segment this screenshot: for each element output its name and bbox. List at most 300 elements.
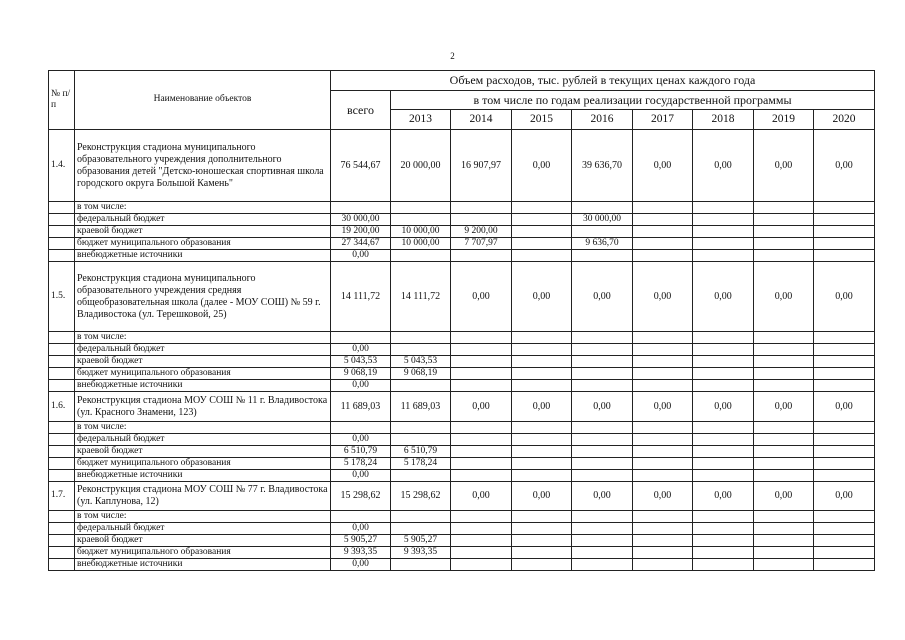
- empty-year-cell: [572, 332, 633, 344]
- header-total: всего: [331, 91, 391, 130]
- empty-year-cell: [814, 356, 875, 368]
- empty-year-cell: [572, 434, 633, 446]
- empty-year-cell: [512, 238, 572, 250]
- header-year: 2020: [814, 110, 875, 130]
- empty-year-cell: [754, 547, 814, 559]
- header-year: 2015: [512, 110, 572, 130]
- empty-year-cell: [754, 535, 814, 547]
- header-by-years: в том числе по годам реализации государственной программы: [391, 91, 875, 110]
- empty-num-cell: [49, 458, 75, 470]
- funding-total: 19 200,00: [331, 226, 391, 238]
- section-year-value: 0,00: [693, 482, 754, 511]
- empty-year-cell: [451, 559, 512, 571]
- empty-year-cell: [633, 332, 693, 344]
- empty-year-cell: [572, 547, 633, 559]
- empty-year-cell: [512, 523, 572, 535]
- empty-year-cell: [633, 422, 693, 434]
- section-year-value: 0,00: [754, 392, 814, 422]
- empty-year-cell: [693, 523, 754, 535]
- funding-label: бюджет муниципального образования: [75, 547, 331, 559]
- empty-year-cell: [633, 523, 693, 535]
- section-year-value: 0,00: [451, 262, 512, 332]
- empty-year-cell: [693, 547, 754, 559]
- funding-label: в том числе:: [75, 202, 331, 214]
- empty-year-cell: [512, 470, 572, 482]
- funding-total: [331, 332, 391, 344]
- empty-num-cell: [49, 238, 75, 250]
- funding-year-value: 9 068,19: [391, 368, 451, 380]
- section-year-value: 0,00: [633, 482, 693, 511]
- page-number: 2: [450, 51, 455, 61]
- empty-year-cell: [512, 446, 572, 458]
- section-year-value: 0,00: [633, 130, 693, 202]
- empty-year-cell: [814, 523, 875, 535]
- funding-year-value: 6 510,79: [391, 446, 451, 458]
- empty-year-cell: [693, 446, 754, 458]
- section-year-value: 15 298,62: [391, 482, 451, 511]
- section-year-value: 0,00: [512, 262, 572, 332]
- empty-year-cell: [814, 332, 875, 344]
- funding-row: [49, 422, 875, 434]
- empty-num-cell: [49, 202, 75, 214]
- empty-num-cell: [49, 446, 75, 458]
- empty-num-cell: [49, 422, 75, 434]
- funding-label: федеральный бюджет: [75, 523, 331, 535]
- empty-year-cell: [451, 470, 512, 482]
- funding-year-value: [572, 226, 633, 238]
- section-year-value: 0,00: [814, 130, 875, 202]
- funding-year-value: 5 905,27: [391, 535, 451, 547]
- empty-year-cell: [814, 250, 875, 262]
- empty-year-cell: [693, 238, 754, 250]
- empty-year-cell: [633, 202, 693, 214]
- funding-label: внебюджетные источники: [75, 250, 331, 262]
- funding-row: [49, 547, 875, 559]
- section-year-value: 0,00: [512, 392, 572, 422]
- funding-label: в том числе:: [75, 422, 331, 434]
- header-year: 2019: [754, 110, 814, 130]
- empty-year-cell: [633, 238, 693, 250]
- empty-year-cell: [754, 422, 814, 434]
- empty-year-cell: [754, 214, 814, 226]
- empty-year-cell: [633, 458, 693, 470]
- header-year: 2014: [451, 110, 512, 130]
- empty-year-cell: [512, 547, 572, 559]
- empty-year-cell: [512, 356, 572, 368]
- empty-year-cell: [512, 226, 572, 238]
- empty-year-cell: [814, 511, 875, 523]
- funding-year-value: [451, 202, 512, 214]
- empty-year-cell: [512, 250, 572, 262]
- empty-year-cell: [512, 535, 572, 547]
- empty-year-cell: [754, 511, 814, 523]
- section-name: Реконструкция стадиона муниципального образовательного учреждения дополнительного образования детей "Детско-юношеская спортивная школа городского округа Большой Камень": [75, 130, 331, 202]
- empty-year-cell: [814, 344, 875, 356]
- funding-year-value: [391, 434, 451, 446]
- empty-year-cell: [754, 458, 814, 470]
- empty-num-cell: [49, 214, 75, 226]
- empty-year-cell: [754, 202, 814, 214]
- empty-year-cell: [754, 250, 814, 262]
- empty-year-cell: [572, 535, 633, 547]
- funding-year-value: 10 000,00: [391, 226, 451, 238]
- empty-year-cell: [451, 523, 512, 535]
- section-year-value: 16 907,97: [451, 130, 512, 202]
- empty-num-cell: [49, 226, 75, 238]
- empty-num-cell: [49, 250, 75, 262]
- empty-year-cell: [814, 559, 875, 571]
- funding-year-value: [572, 202, 633, 214]
- empty-year-cell: [693, 332, 754, 344]
- empty-year-cell: [693, 559, 754, 571]
- funding-total: 5 905,27: [331, 535, 391, 547]
- funding-label: федеральный бюджет: [75, 214, 331, 226]
- funding-label: внебюджетные источники: [75, 380, 331, 392]
- funding-total: 30 000,00: [331, 214, 391, 226]
- section-year-value: 0,00: [572, 392, 633, 422]
- funding-year-value: 7 707,97: [451, 238, 512, 250]
- empty-year-cell: [633, 250, 693, 262]
- empty-year-cell: [693, 511, 754, 523]
- funding-total: 0,00: [331, 250, 391, 262]
- empty-year-cell: [814, 214, 875, 226]
- empty-year-cell: [754, 332, 814, 344]
- funding-year-value: [572, 250, 633, 262]
- empty-year-cell: [572, 422, 633, 434]
- empty-year-cell: [633, 368, 693, 380]
- header-name: Наименование объектов: [75, 71, 331, 130]
- funding-year-value: [391, 344, 451, 356]
- funding-year-value: [391, 422, 451, 434]
- section-year-value: 0,00: [633, 392, 693, 422]
- empty-year-cell: [693, 368, 754, 380]
- empty-year-cell: [754, 368, 814, 380]
- funding-label: в том числе:: [75, 511, 331, 523]
- funding-row: [49, 535, 875, 547]
- section-total: 76 544,67: [331, 130, 391, 202]
- empty-num-cell: [49, 368, 75, 380]
- empty-year-cell: [754, 344, 814, 356]
- empty-year-cell: [754, 559, 814, 571]
- empty-year-cell: [754, 380, 814, 392]
- section-total: 14 111,72: [331, 262, 391, 332]
- section-row: [49, 482, 875, 511]
- funding-total: 0,00: [331, 470, 391, 482]
- funding-label: федеральный бюджет: [75, 434, 331, 446]
- empty-year-cell: [512, 344, 572, 356]
- empty-year-cell: [633, 446, 693, 458]
- funding-row: [49, 470, 875, 482]
- empty-year-cell: [451, 547, 512, 559]
- empty-year-cell: [754, 446, 814, 458]
- section-year-value: 0,00: [693, 130, 754, 202]
- empty-num-cell: [49, 344, 75, 356]
- funding-total: 5 043,53: [331, 356, 391, 368]
- funding-year-value: 5 043,53: [391, 356, 451, 368]
- empty-year-cell: [512, 458, 572, 470]
- section-number: 1.7.: [49, 482, 75, 511]
- section-year-value: 0,00: [451, 482, 512, 511]
- empty-year-cell: [512, 434, 572, 446]
- empty-year-cell: [512, 368, 572, 380]
- funding-label: краевой бюджет: [75, 446, 331, 458]
- header-year: 2018: [693, 110, 754, 130]
- empty-year-cell: [633, 380, 693, 392]
- section-year-value: 39 636,70: [572, 130, 633, 202]
- empty-year-cell: [633, 535, 693, 547]
- empty-year-cell: [451, 446, 512, 458]
- funding-row: [49, 380, 875, 392]
- empty-year-cell: [693, 226, 754, 238]
- empty-num-cell: [49, 434, 75, 446]
- funding-year-value: [391, 380, 451, 392]
- empty-year-cell: [633, 434, 693, 446]
- empty-year-cell: [693, 458, 754, 470]
- funding-year-value: 10 000,00: [391, 238, 451, 250]
- funding-year-value: 5 178,24: [391, 458, 451, 470]
- empty-year-cell: [572, 380, 633, 392]
- funding-total: 27 344,67: [331, 238, 391, 250]
- empty-year-cell: [633, 547, 693, 559]
- empty-year-cell: [451, 344, 512, 356]
- funding-year-value: [391, 559, 451, 571]
- section-year-value: 11 689,03: [391, 392, 451, 422]
- empty-year-cell: [814, 446, 875, 458]
- empty-year-cell: [754, 238, 814, 250]
- empty-year-cell: [814, 434, 875, 446]
- funding-total: [331, 422, 391, 434]
- empty-year-cell: [693, 214, 754, 226]
- funding-label: бюджет муниципального образования: [75, 458, 331, 470]
- section-number: 1.5.: [49, 262, 75, 332]
- funding-row: [49, 434, 875, 446]
- section-year-value: 0,00: [754, 130, 814, 202]
- funding-year-value: [391, 250, 451, 262]
- empty-year-cell: [633, 214, 693, 226]
- empty-year-cell: [512, 202, 572, 214]
- empty-year-cell: [693, 422, 754, 434]
- empty-year-cell: [814, 238, 875, 250]
- funding-year-value: [391, 202, 451, 214]
- funding-year-value: 9 200,00: [451, 226, 512, 238]
- empty-year-cell: [633, 226, 693, 238]
- funding-label: бюджет муниципального образования: [75, 368, 331, 380]
- funding-row: [49, 202, 875, 214]
- section-name: Реконструкция стадиона МОУ СОШ № 77 г. Владивостока (ул. Каплунова, 12): [75, 482, 331, 511]
- funding-row: [49, 226, 875, 238]
- empty-year-cell: [633, 356, 693, 368]
- funding-year-value: [391, 214, 451, 226]
- empty-year-cell: [693, 434, 754, 446]
- empty-num-cell: [49, 511, 75, 523]
- empty-year-cell: [693, 535, 754, 547]
- empty-year-cell: [754, 356, 814, 368]
- funding-row: [49, 356, 875, 368]
- funding-label: внебюджетные источники: [75, 470, 331, 482]
- section-year-value: 0,00: [512, 130, 572, 202]
- empty-year-cell: [451, 356, 512, 368]
- empty-num-cell: [49, 380, 75, 392]
- empty-year-cell: [754, 434, 814, 446]
- section-year-value: 0,00: [693, 392, 754, 422]
- funding-label: краевой бюджет: [75, 356, 331, 368]
- funding-total: 0,00: [331, 559, 391, 571]
- empty-year-cell: [451, 368, 512, 380]
- empty-year-cell: [814, 547, 875, 559]
- empty-year-cell: [814, 535, 875, 547]
- section-total: 15 298,62: [331, 482, 391, 511]
- funding-row: [49, 523, 875, 535]
- section-year-value: 0,00: [814, 392, 875, 422]
- funding-label: краевой бюджет: [75, 226, 331, 238]
- empty-year-cell: [693, 470, 754, 482]
- funding-label: бюджет муниципального образования: [75, 238, 331, 250]
- funding-row: [49, 511, 875, 523]
- empty-year-cell: [693, 380, 754, 392]
- empty-year-cell: [572, 368, 633, 380]
- empty-year-cell: [512, 559, 572, 571]
- section-year-value: 0,00: [754, 482, 814, 511]
- section-row: [49, 130, 875, 202]
- empty-year-cell: [572, 344, 633, 356]
- funding-total: [331, 202, 391, 214]
- empty-year-cell: [572, 523, 633, 535]
- empty-year-cell: [572, 458, 633, 470]
- funding-row: [49, 446, 875, 458]
- empty-year-cell: [633, 470, 693, 482]
- section-year-value: 0,00: [633, 262, 693, 332]
- empty-year-cell: [512, 422, 572, 434]
- funding-row: [49, 332, 875, 344]
- section-year-value: 0,00: [572, 482, 633, 511]
- empty-num-cell: [49, 356, 75, 368]
- funding-year-value: [451, 214, 512, 226]
- empty-year-cell: [814, 458, 875, 470]
- empty-year-cell: [754, 226, 814, 238]
- empty-year-cell: [451, 422, 512, 434]
- funding-year-value: 9 393,35: [391, 547, 451, 559]
- funding-total: [331, 511, 391, 523]
- empty-year-cell: [693, 356, 754, 368]
- funding-label: краевой бюджет: [75, 535, 331, 547]
- empty-year-cell: [451, 332, 512, 344]
- empty-year-cell: [754, 470, 814, 482]
- header-year: 2016: [572, 110, 633, 130]
- funding-row: [49, 214, 875, 226]
- empty-year-cell: [451, 511, 512, 523]
- funding-total: 0,00: [331, 380, 391, 392]
- empty-year-cell: [572, 511, 633, 523]
- funding-total: 5 178,24: [331, 458, 391, 470]
- header-num: № п/п: [49, 71, 75, 130]
- empty-year-cell: [814, 226, 875, 238]
- empty-num-cell: [49, 535, 75, 547]
- funding-label: в том числе:: [75, 332, 331, 344]
- section-number: 1.6.: [49, 392, 75, 422]
- empty-year-cell: [451, 535, 512, 547]
- empty-year-cell: [451, 380, 512, 392]
- section-year-value: 0,00: [451, 392, 512, 422]
- section-row: [49, 262, 875, 332]
- funding-total: 0,00: [331, 523, 391, 535]
- section-total: 11 689,03: [331, 392, 391, 422]
- empty-year-cell: [451, 458, 512, 470]
- section-year-value: 0,00: [693, 262, 754, 332]
- funding-total: 6 510,79: [331, 446, 391, 458]
- funding-year-value: [391, 523, 451, 535]
- empty-year-cell: [512, 332, 572, 344]
- empty-year-cell: [633, 559, 693, 571]
- empty-year-cell: [572, 559, 633, 571]
- funding-row: [49, 250, 875, 262]
- section-year-value: 0,00: [572, 262, 633, 332]
- funding-row: [49, 344, 875, 356]
- funding-row: [49, 238, 875, 250]
- header-row-1: [49, 71, 875, 91]
- funding-total: 0,00: [331, 344, 391, 356]
- funding-year-value: [391, 332, 451, 344]
- empty-year-cell: [512, 214, 572, 226]
- funding-row: [49, 559, 875, 571]
- empty-num-cell: [49, 523, 75, 535]
- funding-year-value: [391, 511, 451, 523]
- header-year: 2017: [633, 110, 693, 130]
- expenses-table: [48, 70, 875, 571]
- section-number: 1.4.: [49, 130, 75, 202]
- section-name: Реконструкция стадиона МОУ СОШ № 11 г. Владивостока (ул. Красного Знамени, 123): [75, 392, 331, 422]
- funding-label: федеральный бюджет: [75, 344, 331, 356]
- empty-num-cell: [49, 559, 75, 571]
- empty-year-cell: [814, 380, 875, 392]
- section-year-value: 0,00: [754, 262, 814, 332]
- empty-year-cell: [572, 446, 633, 458]
- funding-row: [49, 368, 875, 380]
- funding-year-value: 30 000,00: [572, 214, 633, 226]
- empty-year-cell: [572, 470, 633, 482]
- funding-total: 0,00: [331, 434, 391, 446]
- funding-total: 9 068,19: [331, 368, 391, 380]
- header-volume: Объем расходов, тыс. рублей в текущих ценах каждого года: [331, 71, 875, 91]
- empty-year-cell: [633, 511, 693, 523]
- empty-year-cell: [754, 523, 814, 535]
- empty-year-cell: [451, 434, 512, 446]
- section-year-value: 0,00: [814, 482, 875, 511]
- empty-year-cell: [693, 250, 754, 262]
- empty-year-cell: [633, 344, 693, 356]
- empty-year-cell: [814, 470, 875, 482]
- empty-year-cell: [814, 422, 875, 434]
- empty-year-cell: [512, 380, 572, 392]
- empty-num-cell: [49, 332, 75, 344]
- funding-row: [49, 458, 875, 470]
- empty-year-cell: [572, 356, 633, 368]
- section-year-value: 0,00: [814, 262, 875, 332]
- header-year: 2013: [391, 110, 451, 130]
- funding-year-value: 9 636,70: [572, 238, 633, 250]
- empty-year-cell: [814, 202, 875, 214]
- empty-num-cell: [49, 470, 75, 482]
- section-row: [49, 392, 875, 422]
- funding-year-value: [391, 470, 451, 482]
- section-year-value: 14 111,72: [391, 262, 451, 332]
- empty-year-cell: [512, 511, 572, 523]
- funding-total: 9 393,35: [331, 547, 391, 559]
- funding-label: внебюджетные источники: [75, 559, 331, 571]
- funding-year-value: [451, 250, 512, 262]
- section-year-value: 20 000,00: [391, 130, 451, 202]
- empty-year-cell: [693, 202, 754, 214]
- empty-year-cell: [693, 344, 754, 356]
